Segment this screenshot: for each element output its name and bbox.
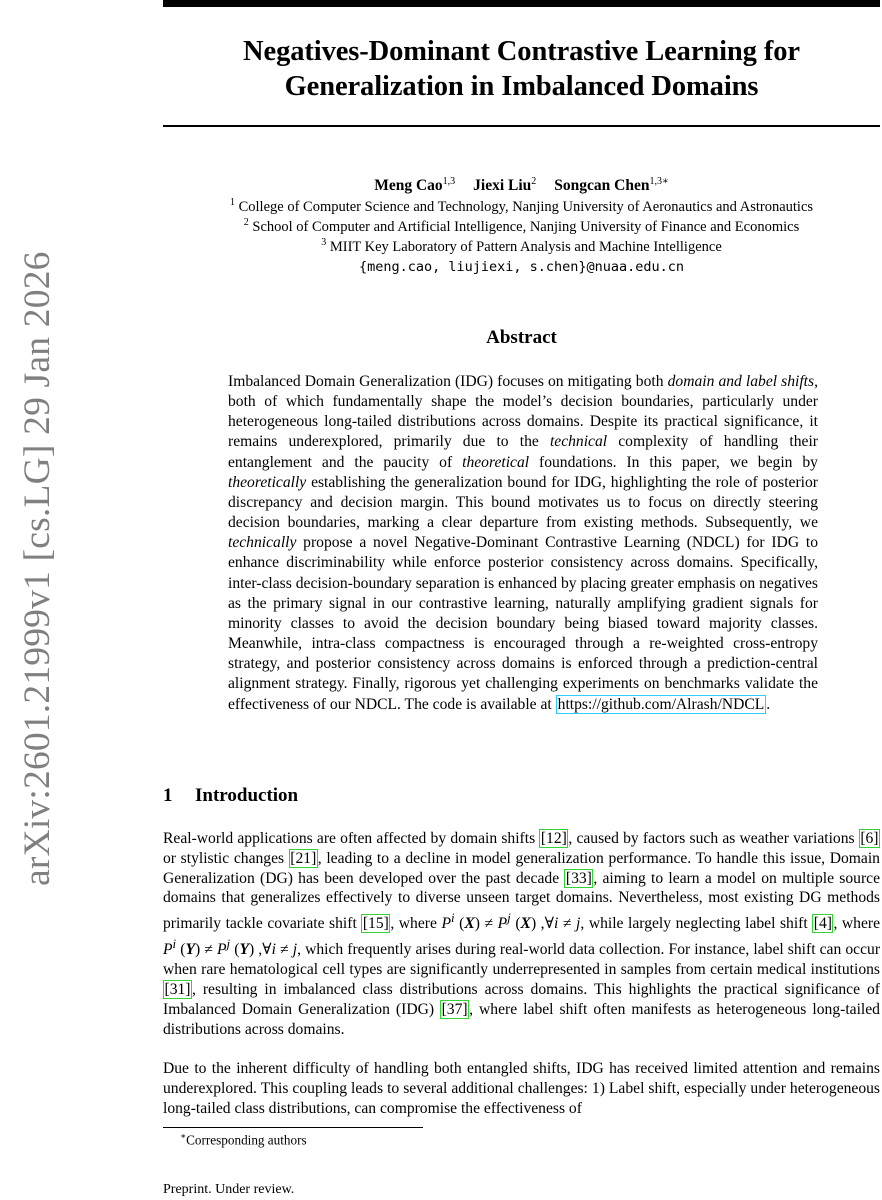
affiliation-mark: 2 — [243, 217, 249, 229]
author-name: Songcan Chen — [554, 177, 650, 194]
title-line-2: Generalization in Imbalanced Domains — [284, 71, 759, 102]
affiliation-mark: 3 — [321, 237, 327, 249]
intro-paragraph-2: Due to the inherent difficulty of handling both entangled shifts, IDG has received limited attention and remains underexplored. This coupling leads to several additional challenges: 1) Label shift, especially under heterogeneous long-tailed class distributions, can compromise the effectiveness of — [163, 1060, 880, 1117]
author-affil: 1,3 — [442, 175, 456, 187]
author-list — [163, 176, 880, 196]
affiliation-1 — [163, 197, 880, 217]
citation-link[interactable]: [12] — [540, 830, 567, 847]
paper-title — [163, 34, 880, 104]
math-covariate-shift: $P^i$ $(X) \ne P^j$ (X) ,∀i ≠ j — [441, 910, 581, 933]
section-number: 1 — [163, 785, 173, 806]
citation-link[interactable]: [21] — [290, 849, 317, 867]
abstract-heading: Abstract — [486, 327, 557, 348]
intro-paragraph-1: Real-world applications are often affected by domain shifts [12], caused by factors such as weather variations [6] or stylistic changes [21], leading to a decline in model generalization performance. To handle this issue, Domain Generalization (DG) has been developed over the past decade [33], aiming to learn a model on multiple source domains that generalizes effectively to diverse unseen target domains. Nevertheless, most existing DG methods primarily tackle covariate shift [15], where $P^i$ $(X) \ne P^j$ (X) ,∀i ≠ j, while largely neglecting label shift [4], where $P^i$ $(Y) \ne P^j$ (Y) ,∀i ≠ j, which frequently arises during real-world data collection. For instance, label shift can occur when rare hematological cell types are significantly underrepresented in samples from certain medical institutions [31], resulting in imbalanced class distributions across domains. This highlights the practical significance of Imbalanced Domain Generalization (IDG) [37], where label shift often manifests as heterogeneous long-tailed distributions across domains. — [163, 830, 881, 1038]
abstract-body: Imbalanced Domain Generalization (IDG) focuses on mitigating both domain and label shifts, both of which fundamentally shape the model’s decision boundaries, particularly under heterogeneous long-tailed distributions across domains. Despite its practical significance, it remains underexplored, primarily due to the technical complexity of handling their entanglement and the paucity of theoretical foundations. In this paper, we begin by theoretically establishing the generalization bound for IDG, highlighting the role of posterior discrepancy and decision margin. This bound motivates us to focus on directly steering decision boundaries, marking a clear departure from existing methods. Subsequently, we technically propose a novel Negative-Dominant Contrastive Learning (NDCL) for IDG to enhance discriminability while enforce posterior consistency across domains. Specifically, inter-class decision-boundary separation is enhanced by placing greater emphasis on negatives as the primary signal in our contrastive learning, naturally amplifying gradient signals for minority classes to avoid the decision boundary being biased toward majority classes. Meanwhile, intra-class compactness is encouraged through a re-weighted cross-entropy strategy, and posterior consistency across domains is enforced through a prediction-central alignment strategy. Finally, rigorous yet challenging experiments on benchmarks validate the effectiveness of our NDCL. The code is available at https://github.com/Alrash/NDCL . — [228, 373, 819, 713]
author-affil: 2 — [531, 175, 537, 187]
affiliation-text: MIIT Key Laboratory of Pattern Analysis and Machine Intelligence — [329, 239, 722, 255]
top-rule — [163, 0, 880, 7]
citation-link[interactable]: [6] — [860, 830, 879, 847]
affiliation-2 — [163, 217, 880, 237]
footnote — [180, 1131, 307, 1148]
page-footer: Preprint. Under review. — [163, 1182, 295, 1197]
affiliation-mark: 1 — [229, 197, 235, 209]
footnote-rule — [163, 1127, 423, 1128]
footnote-text: Corresponding authors — [186, 1132, 307, 1148]
section-heading-introduction — [163, 785, 298, 807]
footnote-mark: ∗ — [180, 1131, 187, 1141]
citation-link[interactable]: [4] — [813, 915, 832, 933]
author-name: Meng Cao — [374, 177, 443, 194]
author-affil: 1,3∗ — [649, 175, 669, 187]
affiliation-text: School of Computer and Artificial Intelligence, Nanjing University of Finance and Economics — [252, 219, 800, 235]
code-link[interactable]: https://github.com/Alrash/NDCL — [557, 695, 765, 713]
affiliation-text: College of Computer Science and Technology, Nanjing University of Aeronautics and Astronautics — [238, 199, 814, 215]
math-label-shift: $P^i$ $(Y) \ne P^j$ (Y) ,∀i ≠ j — [163, 936, 298, 959]
citation-link[interactable]: [15] — [362, 915, 389, 933]
affiliation-3 — [163, 237, 880, 257]
citation-link[interactable]: [33] — [565, 869, 592, 887]
title-rule — [163, 125, 880, 127]
author-name: Jiexi Liu — [473, 177, 532, 194]
arxiv-identifier: arXiv:2601.21999v1 [cs.LG] 29 Jan 2026 — [17, 251, 58, 886]
citation-link[interactable]: [37] — [441, 1000, 468, 1018]
section-title: Introduction — [195, 785, 299, 806]
citation-link[interactable]: [31] — [164, 980, 191, 998]
title-line-1: Negatives-Dominant Contrastive Learning for — [243, 36, 800, 67]
author-emails: {meng.cao, liujiexi, s.chen}@nuaa.edu.cn — [358, 259, 685, 275]
